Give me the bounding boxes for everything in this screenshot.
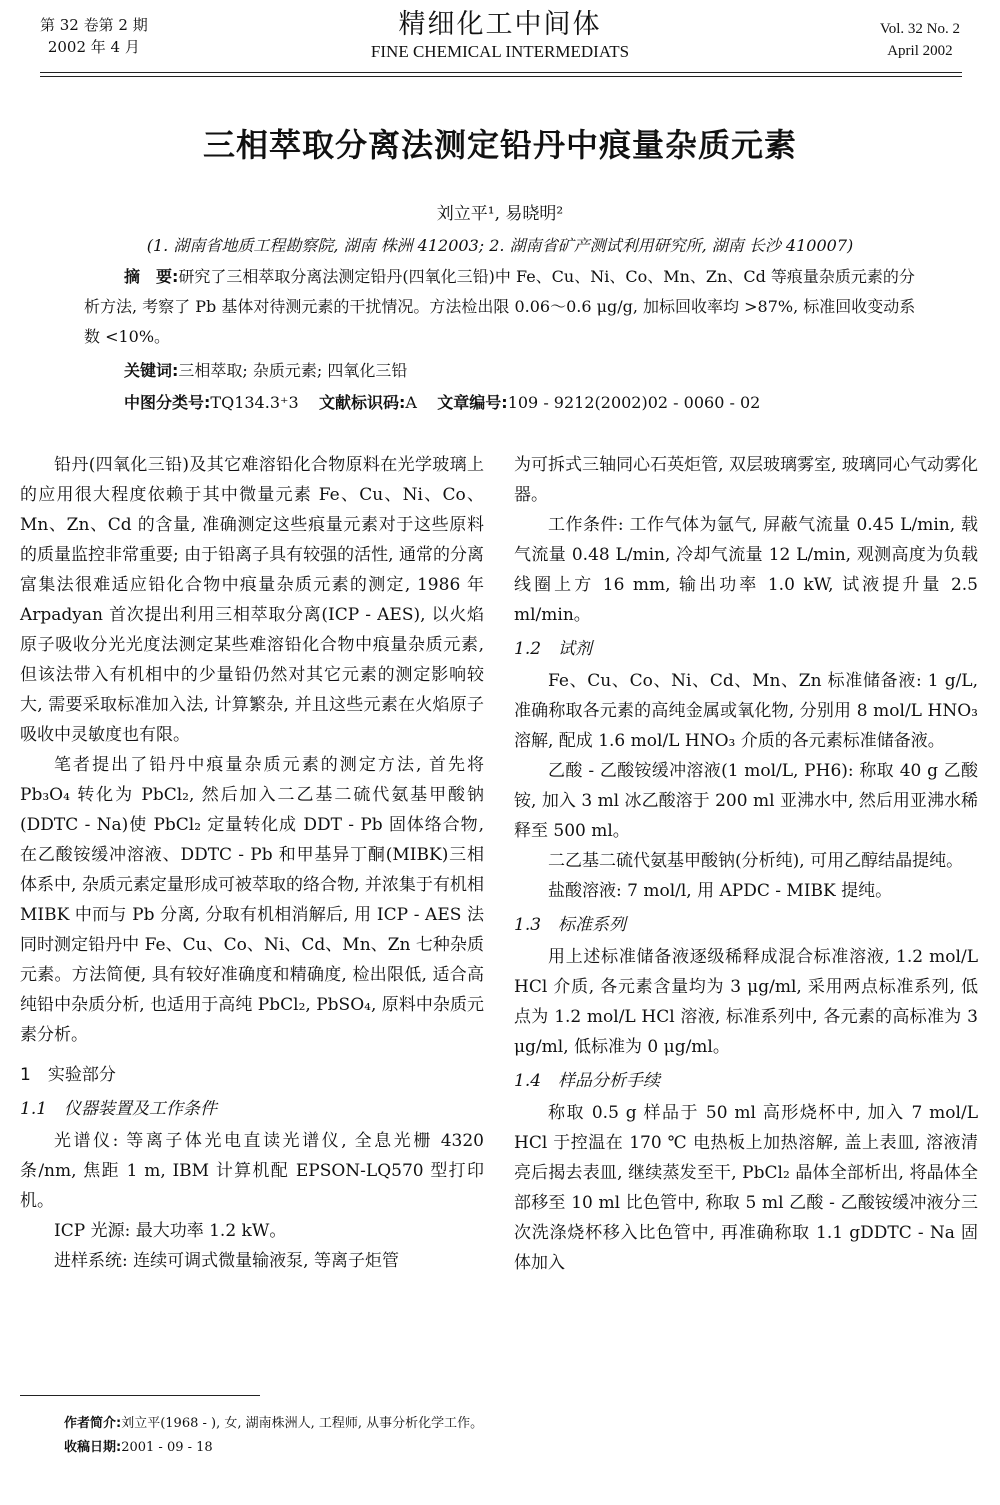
- issue-date-en: April 2002: [887, 43, 953, 59]
- paragraph: 进样系统: 连续可调式微量输液泵, 等离子炬管: [54, 1251, 399, 1271]
- article-no-value: 109 - 9212(2002)02 - 0060 - 02: [507, 393, 761, 412]
- keywords-label: 关键词:: [124, 361, 179, 380]
- author-bio-label: 作者简介:: [64, 1416, 122, 1431]
- paper-title: 三相萃取分离法测定铅丹中痕量杂质元素: [202, 126, 797, 164]
- paragraph: Fe、Cu、Co、Ni、Cd、Mn、Zn 标准储备液: 1 g/L, 准确称取各元素的高纯金属或氧化物, 分别用 8 mol/L HNO₃ 溶解, 配成 1.6 mol/L HNO₃ 介质的各元素标准储备液。: [514, 671, 978, 751]
- journal-masthead: [0, 8, 1000, 62]
- subsection-heading: 1.2 试剂: [514, 639, 593, 659]
- cls-value: TQ134.3⁺3: [210, 393, 299, 412]
- header-rule-thin: [40, 76, 962, 77]
- footnotes: [64, 1412, 483, 1460]
- subsection-heading: 1.3 标准系列: [514, 915, 627, 935]
- received-date-text: 2001 - 09 - 18: [121, 1440, 213, 1455]
- paragraph: 盐酸溶液: 7 mol/l, 用 APDC - MIBK 提纯。: [548, 881, 893, 901]
- paragraph: 二乙基二硫代氨基甲酸钠(分析纯), 可用乙醇结晶提纯。: [548, 851, 964, 871]
- footnote-rule: [20, 1395, 260, 1396]
- volume-issue-en: Vol. 32 No. 2: [879, 21, 960, 37]
- abstract: [84, 262, 924, 352]
- subsection-heading: 1.1 仪器装置及工作条件: [20, 1099, 218, 1119]
- keywords-text: 三相萃取; 杂质元素; 四氧化三铅: [178, 361, 408, 380]
- doc-code-label: 文献标识码:: [318, 393, 406, 412]
- paragraph: 光谱仪: 等离子体光电直读光谱仪, 全息光栅 4320 条/nm, 焦距 1 m, IBM 计算机配 EPSON-LQ570 型打印机。: [20, 1131, 484, 1211]
- paragraph: 铅丹(四氧化三铅)及其它难溶铅化合物原料在光学玻璃上的应用很大程度依赖于其中微量元素 Fe、Cu、Ni、Co、Mn、Zn、Cd 的含量, 准确测定这些痕量元素对于这些原料的质量监控非常重要; 由于铅离子具有较强的活性, 通常的分离富集法很难适应铅化合物中痕量杂质元素的测定, 1986 年 Arpadyan 首次提出利用三相萃取分离(ICP - AES), 以火焰原子吸收分光光度法测定某些难溶铅化合物中痕量杂质元素, 但该法带入有机相中的少量铅仍然对其它元素的测定影响较大, 需要采取标准加入法, 计算繁杂, 并且这些元素在火焰原子吸收中灵敏度也有限。: [20, 455, 484, 745]
- paragraph: 乙酸 - 乙酸铵缓冲溶液(1 mol/L, PH6): 称取 40 g 乙酸铵, 加入 3 ml 冰乙酸溶于 200 ml 亚沸水中, 然后用亚沸水稀释至 500 ml。: [514, 761, 978, 841]
- paragraph: 称取 0.5 g 样品于 50 ml 高形烧杯中, 加入 7 mol/L HCl 于控温在 170 ℃ 电热板上加热溶解, 盖上表皿, 溶液清亮后揭去表皿, 继续蒸发至干, PbCl₂ 晶体全部析出, 将晶体全部移至 10 ml 比色管中, 称取 5 ml 乙酸 - 乙酸铵缓冲液分三次洗涤烧杯移入比色管中, 再准确称取 1.1 gDDTC - Na 固体加入: [514, 1103, 978, 1273]
- volume-issue: 第 32 卷第 2 期: [40, 16, 148, 34]
- paragraph: 笔者提出了铅丹中痕量杂质元素的测定方法, 首先将 Pb₃O₄ 转化为 PbCl₂, 然后加入二乙基二硫代氨基甲酸钠(DDTC - Na)使 PbCl₂ 定量转化成 DDT - Pb 固体络合物, 在乙酸铵缓冲溶液、DDTC - Pb 和甲基异丁酮(MIBK)三相体系中, 杂质元素定量形成可被萃取的络合物, 并浓集于有机相 MIBK 中而与 Pb 分离, 分取有机相消解后, 用 ICP - AES 法同时测定铅丹中 Fe、Cu、Co、Ni、Cd、Mn、Zn 七种杂质元素。方法简便, 具有较好准确度和精确度, 检出限低, 适合高纯铅中杂质分析, 也适用于高纯 PbCl₂, PbSO₄, 原料中杂质元素分析。: [20, 755, 484, 1045]
- author-bio-text: 刘立平(1968 - ), 女, 湖南株洲人, 工程师, 从事分析化学工作。: [121, 1416, 484, 1431]
- affiliations: (1. 湖南省地质工程勘察院, 湖南 株洲 412003; 2. 湖南省矿产测试利用研究所, 湖南 长沙 410007): [146, 236, 854, 255]
- received-date: [64, 1436, 483, 1460]
- abstract-text: 研究了三相萃取分离法测定铅丹(四氧化三铅)中 Fe、Cu、Ni、Co、Mn、Zn、Cd 等痕量杂质元素的分析方法, 考察了 Pb 基体对待测元素的干扰情况。方法检出限 0.06～0.6 μg/g, 加标回收率均 >87%, 标准回收变动系数 <10%。: [84, 267, 916, 346]
- paragraph: 工作条件: 工作气体为氩气, 屏蔽气流量 0.45 L/min, 载气流量 0.48 L/min, 冷却气流量 12 L/min, 观测高度为负载线圈上方 16 mm, 输出功率 1.0 kW, 试液提升量 2.5 ml/min。: [514, 515, 978, 625]
- paragraph: ICP 光源: 最大功率 1.2 kW。: [54, 1221, 287, 1241]
- left-column: [20, 450, 484, 1276]
- keywords: [84, 356, 924, 386]
- article-no-label: 文章编号:: [437, 393, 508, 412]
- doc-code-value: A: [405, 393, 417, 412]
- received-date-label: 收稿日期:: [64, 1440, 122, 1455]
- section-heading: 1 实验部分: [20, 1065, 116, 1085]
- subsection-heading: 1.4 样品分析手续: [514, 1071, 661, 1091]
- authors: 刘立平¹, 易晓明²: [436, 204, 564, 224]
- journal-name-en: FINE CHEMICAL INTERMEDIATS: [370, 42, 630, 61]
- paragraph: 为可拆式三轴同心石英炬管, 双层玻璃雾室, 玻璃同心气动雾化器。: [514, 455, 978, 505]
- header-rule: [40, 72, 962, 73]
- right-column: [514, 450, 978, 1278]
- journal-name-cn: 精细化工中间体: [398, 9, 602, 40]
- issue-info-en: [880, 18, 960, 62]
- author-bio: [64, 1412, 483, 1436]
- cls-label: 中图分类号:: [124, 393, 211, 412]
- paragraph: 用上述标准储备液逐级稀释成混合标准溶液, 1.2 mol/L HCl 介质, 各元素含量均为 3 μg/ml, 采用两点标准系列, 低点为 1.2 mol/L HCl 溶液, 标准系列中, 各元素的高标准为 3 μg/ml, 低标准为 0 μg/ml。: [514, 947, 978, 1057]
- issue-date: 2002 年 4 月: [47, 38, 140, 56]
- classification: [84, 388, 924, 418]
- abstract-label: 摘 要:: [124, 267, 179, 286]
